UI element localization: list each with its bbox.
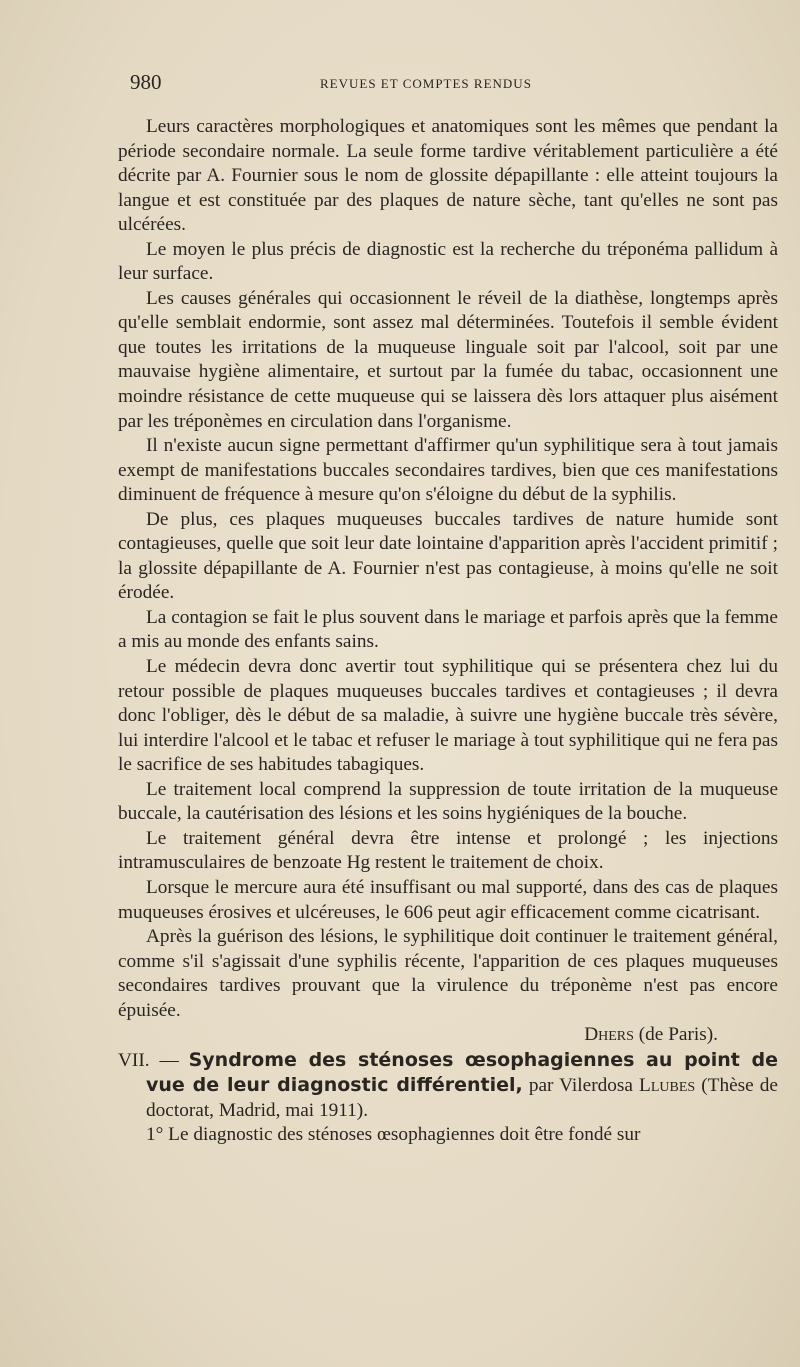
section-number: VII. — xyxy=(118,1049,179,1071)
page-number: 980 xyxy=(130,70,162,94)
paragraph: Après la guérison des lésions, le syphilitique doit continuer le traitement général, comme s'il s'agissait d'une syphilis récente, l'apparition de ces plaques muqueuses secondaires tardives prouvant que la virulence du tréponème n'est pas encore épuisée. xyxy=(118,926,778,1021)
section-heading xyxy=(118,1048,778,1124)
paragraph: Les causes générales qui occasionnent le réveil de la diathèse, longtemps après qu'elle semblait endormie, sont assez mal déterminées. Toutefois il semble évident que toutes les irritations de la muqueuse linguale soit par l'alcool, soit par une mauvaise hygiène alimentaire, et surtout par la fumée du tabac, occasionnent une moindre résistance de cette muqueuse qui se laissera dès lors attaquer plus aisément par les tréponèmes en circulation dans l'organisme. xyxy=(118,287,778,432)
paragraph: Le traitement général devra être intense et prolongé ; les injections intramusculaires de benzoate Hg restent le traitement de choix. xyxy=(118,827,778,874)
paragraph: La contagion se fait le plus souvent dans le mariage et parfois après que la femme a mis au monde des enfants sains. xyxy=(118,606,778,653)
paragraph: Le traitement local comprend la suppression de toute irritation de la muqueuse buccale, la cautérisation des lésions et les soins hygiéniques de la bouche. xyxy=(118,778,778,825)
paragraph: Le médecin devra donc avertir tout syphilitique qui se présentera chez lui du retour possible de plaques muqueuses buccales tardives et contagieuses ; il devra donc l'obliger, dès le début de sa maladie, à suivre une hygiène buccale très sévère, lui interdire l'alcool et le tabac et refuser le mariage à tout syphilitique qui ne fera pas le sacrifice de ses habitudes tabagiques. xyxy=(118,656,778,776)
paragraph: 1° Le diagnostic des sténoses œsophagiennes doit être fondé sur xyxy=(146,1124,641,1146)
running-head: REVUES ET COMPTES RENDUS xyxy=(320,76,532,91)
paragraph: Leurs caractères morphologiques et anatomiques sont les mêmes que pendant la période secondaire normale. La seule forme tardive véritablement particulière a été décrite par A. Fournier sous le nom de glossite dépapillante : elle atteint toujours la langue et est constituée par des plaques de nature sèche, tant qu'elles ne sont pas ulcérées. xyxy=(118,116,778,236)
paragraph: Il n'existe aucun signe permettant d'affirmer qu'un syphilitique sera à tout jamais exempt de manifestations buccales secondaires tardives, bien que ces manifestations diminuent de fréquence à mesure qu'on s'éloigne du début de la syphilis. xyxy=(118,435,778,506)
section-thesis: (Thèse de doctorat, Madrid, mai 1911). xyxy=(146,1075,778,1121)
section-author: Llubes xyxy=(639,1075,696,1097)
page-header xyxy=(130,70,780,100)
signature-place: (de Paris). xyxy=(638,1024,718,1046)
signature-name: Dhers xyxy=(584,1024,634,1046)
paragraph: De plus, ces plaques muqueuses buccales tardives de nature humide sont contagieuses, quelle que soit leur date lointaine d'apparition après l'accident primitif ; la glossite dépapillante de A. Fournier n'est pas contagieuse, à moins qu'elle ne soit érodée. xyxy=(118,508,778,604)
section-title: Syndrome des sténoses œsophagiennes au point de vue de leur diagnostic différentiel, xyxy=(146,1048,778,1097)
section-by: par Vilerdosa xyxy=(528,1075,633,1097)
author-signature xyxy=(118,1023,778,1048)
article-body xyxy=(118,115,778,1148)
paragraph: Lorsque le mercure aura été insuffisant ou mal supporté, dans des cas de plaques muqueuses érosives et ulcéreuses, le 606 peut agir efficacement comme cicatrisant. xyxy=(118,876,778,923)
paragraph: Le moyen le plus précis de diagnostic est la recherche du tréponéma pallidum à leur surface. xyxy=(118,238,778,285)
